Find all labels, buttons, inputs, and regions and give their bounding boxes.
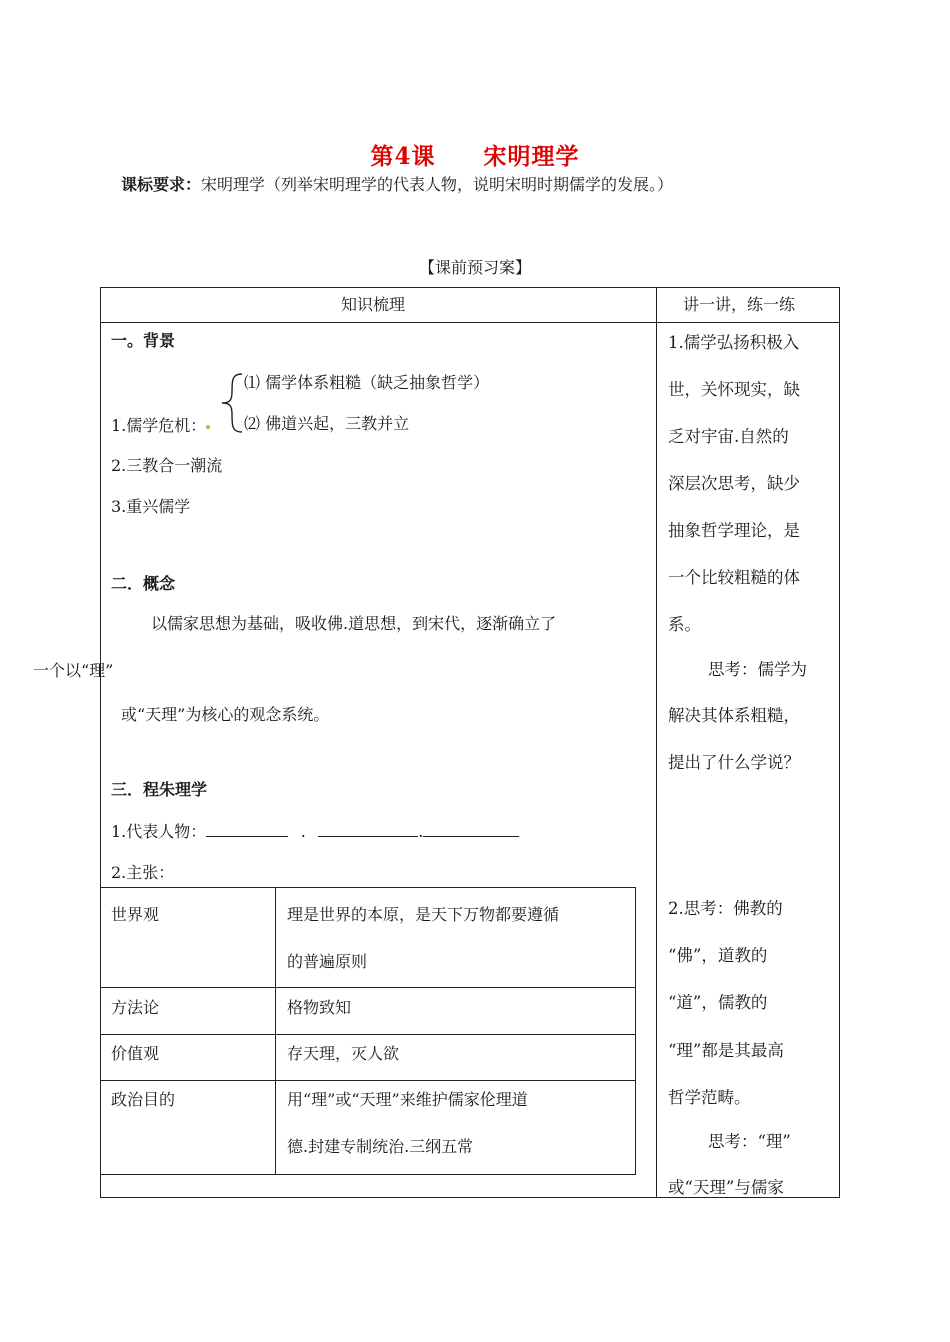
think-question-line: 解决其体系粗糙， xyxy=(668,706,800,725)
claims-label: 2.主张： xyxy=(111,863,175,882)
question2-line: 哲学范畴。 xyxy=(668,1088,751,1107)
claim-value-line: 的普遍原则 xyxy=(287,952,368,971)
right-note-line: 抽象哲学理论，是 xyxy=(668,521,800,540)
claim-key-values: 价值观 xyxy=(111,1044,160,1063)
blank-field-1[interactable] xyxy=(206,822,288,837)
section-background-title: 一。背景 xyxy=(111,331,176,350)
column-divider xyxy=(656,287,657,1198)
section-concept-title: 二．概念 xyxy=(111,574,176,593)
right-note-line: 世，关怀现实，缺 xyxy=(668,380,800,399)
concept-line-2: 一个以“理” xyxy=(33,661,114,680)
question2-line: 2.思考：佛教的 xyxy=(668,899,783,918)
question2-line: “佛”，道教的 xyxy=(668,946,768,965)
question2-line: “理”都是其最高 xyxy=(668,1041,784,1060)
claims-column-divider xyxy=(275,887,276,1175)
claim-key-methodology: 方法论 xyxy=(111,998,160,1017)
right-note-line: 系。 xyxy=(668,615,701,634)
separator: . xyxy=(418,822,424,841)
header-divider xyxy=(100,322,840,323)
title-lesson: 第4课 xyxy=(370,143,436,170)
background-item-2: 2.三教合一潮流 xyxy=(111,456,223,475)
background-item-3: 3.重兴儒学 xyxy=(111,497,191,516)
blank-field-2[interactable] xyxy=(318,822,418,837)
representatives-line xyxy=(111,819,519,842)
claims-row-divider xyxy=(100,987,636,988)
page-title xyxy=(0,138,950,171)
right-note-line: 深层次思考，缺少 xyxy=(668,474,800,493)
claim-value-line: 理是世界的本原，是天下万物都要遵循 xyxy=(287,905,560,924)
claim-key-worldview: 世界观 xyxy=(111,905,160,924)
right-note-line: 一个比较粗糙的体 xyxy=(668,568,800,587)
think2-line: 思考：“理” xyxy=(708,1132,791,1151)
preview-heading: 【课前预习案】 xyxy=(418,258,531,277)
representatives-label: 1.代表人物： xyxy=(111,822,207,841)
claims-row-divider xyxy=(100,1034,636,1035)
col-header-practice: 讲一讲，练一练 xyxy=(683,295,796,314)
crisis-item-1: ⑴ 儒学体系粗糙（缺乏抽象哲学） xyxy=(244,373,490,392)
claims-row-divider xyxy=(100,1080,636,1081)
requirement-label: 课标要求： xyxy=(121,175,202,194)
think-question-line: 思考：儒学为 xyxy=(708,660,807,679)
brace-icon xyxy=(216,372,246,434)
crisis-label: 1.儒学危机： xyxy=(111,416,207,435)
claim-value-line: 存天理，灭人欲 xyxy=(287,1044,400,1063)
separator: . xyxy=(300,822,306,841)
claim-value-line: 用“理”或“天理”来维护儒家伦理道 xyxy=(287,1090,528,1109)
right-note-line: 1.儒学弘扬积极入 xyxy=(668,333,800,352)
requirement-text: 宋明理学（列举宋明理学的代表人物，说明宋明时期儒学的发展。） xyxy=(201,175,674,194)
col-header-knowledge: 知识梳理 xyxy=(341,295,406,314)
claim-key-politics: 政治目的 xyxy=(111,1090,176,1109)
crisis-item-2: ⑵ 佛道兴起，三教并立 xyxy=(244,414,410,433)
right-note-line: 乏对宇宙.自然的 xyxy=(668,427,789,446)
think2-line: 或“天理”与儒家 xyxy=(668,1178,784,1197)
title-topic: 宋明理学 xyxy=(483,143,580,170)
curriculum-requirement xyxy=(121,172,673,195)
claims-table xyxy=(100,887,636,1175)
section-chengzhu-title: 三．程朱理学 xyxy=(111,780,208,799)
blank-field-3[interactable] xyxy=(423,822,519,837)
concept-line-1: 以儒家思想为基础，吸收佛.道思想，到宋代，逐渐确立了 xyxy=(151,614,557,633)
claim-value-line: 德.封建专制统治.三纲五常 xyxy=(287,1137,474,1156)
concept-line-3: 或“天理”为核心的观念系统。 xyxy=(121,705,330,724)
think-question-line: 提出了什么学说？ xyxy=(668,753,800,772)
claim-value-line: 格物致知 xyxy=(287,998,352,1017)
mark-dot xyxy=(206,425,210,429)
question2-line: “道”，儒教的 xyxy=(668,993,768,1012)
